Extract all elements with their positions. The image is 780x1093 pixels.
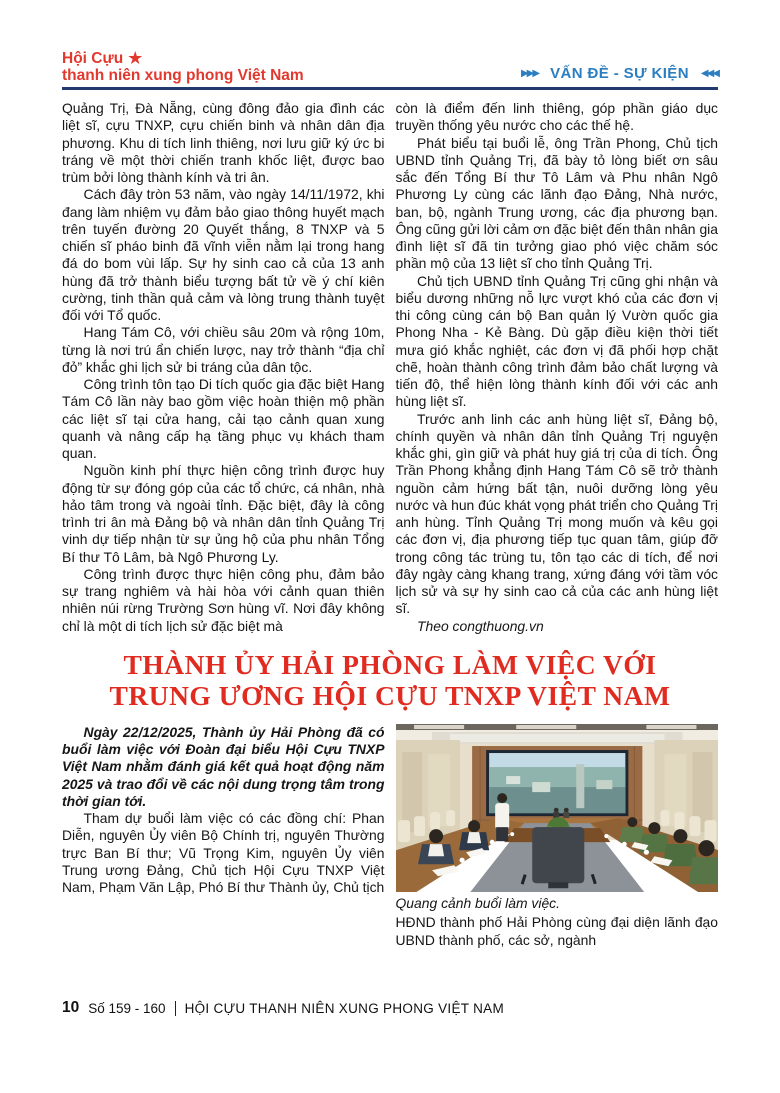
masthead: [62, 50, 718, 84]
paragraph: còn là điểm đến linh thiêng, góp phần giáo dục truyền thống yêu nước cho các thế hệ.: [395, 100, 718, 134]
paragraph: Trước anh linh các anh hùng liệt sĩ, Đảng bộ, chính quyền và nhân dân tỉnh Quảng Trị nguyện khắc ghi, gìn giữ và phát huy giá trị của di tích. Ông Trần Phong khẳng định Hang Tám Cô sẽ trở thành nguồn cảm hứng bất tận, nuôi dưỡng lòng yêu nước và hun đúc khát vọng phát triển cho Quảng Trị anh hùng. Tỉnh Quảng Trị mong muốn và kêu gọi các đơn vị, địa phương tiếp tục quan tâm, giúp đỡ trong công tác trùng tu, tôn tạo các di tích, để nơi đây ngày càng khang trang, xứng đáng với tầm vóc lịch sử và sự hy sinh cao cả của các anh hùng liệt sĩ.: [395, 410, 718, 617]
paragraph: Phát biểu tại buổi lễ, ông Trần Phong, Chủ tịch UBND tỉnh Quảng Trị, đã bày tỏ lòng biết ơn sâu sắc đến Tổng Bí thư Tô Lâm và Phu nhân Ngô Phương Ly cùng các lãnh đạo Đảng, Nhà nước, ban, bộ, ngành Trung ương, các địa phương bạn. Ông cũng gửi lời cảm ơn đặc biệt đến thân nhân gia đình liệt sĩ đã tin tưởng giao phó việc chăm sóc phần mộ của 13 liệt sĩ cho tỉnh Quảng Trị.: [395, 134, 718, 272]
paragraph: Tham dự buổi làm việc có các đồng chí: Phan Diễn, nguyên Ủy viên Bộ Chính trị, nguyên Thường trực Ban Bí thư; Vũ Trọng Kim, nguyên Ủy viên Trung ương Đảng, Chủ tịch Hội Cựu TNXP Việt Nam, Phạm Văn Lập, Phó Bí thư Thành ủy, Chủ tịch: [62, 810, 385, 895]
page-number: 10: [62, 999, 80, 1016]
byline: Theo congthuong.vn: [417, 617, 544, 634]
headline-line-2: TRUNG ƯƠNG HỘI CỰU TNXP VIỆT NAM: [109, 679, 671, 711]
headline-line-1: THÀNH ỦY HẢI PHÒNG LÀM VIỆC VỚI: [123, 648, 657, 680]
issue-number: Số 159 - 160: [88, 1000, 166, 1016]
masthead-line2: thanh niên xung phong Việt Nam: [62, 67, 304, 84]
paragraph: Chủ tịch UBND tỉnh Quảng Trị cũng ghi nhận và biểu dương những nỗ lực vượt khó của các đơn vị thi công cùng cán bộ Ban quản lý Vườn quốc gia Phong Nha - Kẻ Bàng. Dù gặp điều kiện thời tiết mưa gió khắc nghiệt, các đơn vị đã phối hợp chặt chẽ, hoàn thành công trình đảm bảo chất lượng và tiến độ, thể hiện lòng thành kính đối với các anh hùng liệt sĩ.: [395, 272, 718, 410]
section-label-text: VẤN ĐỀ - SỰ KIỆN: [550, 65, 689, 82]
lead-paragraph-wrap: [62, 724, 385, 810]
footer-title: HỘI CỰU THANH NIÊN XUNG PHONG VIỆT NAM: [184, 1000, 505, 1016]
masthead-rule: [62, 87, 718, 90]
forward-arrows-icon: ▶▶▶: [520, 68, 539, 79]
paragraph: HĐND thành phố Hải Phòng cùng đại diện lãnh đạo UBND thành phố, các sở, ngành: [395, 914, 718, 948]
masthead-line1: Hội Cựu: [62, 50, 124, 67]
photo-caption: Quang cảnh buổi làm việc.: [395, 895, 560, 911]
masthead-logo-text: [62, 50, 304, 84]
lead-paragraph: Ngày 22/12/2025, Thành ủy Hải Phòng đã có buổi làm việc với Đoàn đại biểu Hội Cựu TNXP Việt Nam nhằm đánh giá kết quả hoạt động năm 2025 và trao đổi về các nội dung trọng tâm trong thời gian tới.: [62, 723, 385, 809]
meeting-photo: [396, 724, 719, 892]
article-2: [62, 724, 718, 949]
article-2-left-column: [62, 724, 385, 949]
article-2-headline: [62, 649, 718, 711]
article-2-right-column: [396, 724, 719, 949]
article-1-right-column: [396, 100, 719, 635]
section-label: [521, 65, 718, 84]
article-1-left-column: [62, 100, 385, 635]
paragraph: Công trình tôn tạo Di tích quốc gia đặc biệt Hang Tám Cô lần này bao gồm việc hoàn thiện mộ phần các liệt sĩ tại cửa hang, cải tạo cảnh quan xung quanh và nâng cấp hạ tầng phục vụ khách tham quan.: [62, 376, 385, 461]
footer-divider: [175, 1001, 176, 1016]
back-arrows-icon: ◀◀◀: [700, 68, 718, 79]
paragraph: Quảng Trị, Đà Nẵng, cùng đông đảo gia đình các liệt sĩ, cựu TNXP, cựu chiến binh và nhân dân địa phương. Khu di tích linh thiêng, nơi lưu giữ ký ức bi tráng về một thời chiến tranh khốc liệt, được bao trùm bởi lòng thành kính và tri ân.: [62, 100, 385, 185]
paragraph: Công trình được thực hiện công phu, đảm bảo sự trang nghiêm và hài hòa với cảnh quan thiên nhiên núi rừng Trường Sơn hùng vĩ. Nơi đây không chỉ là một di tích lịch sử đặc biệt mà: [62, 565, 385, 634]
star-icon: ★: [127, 48, 144, 68]
page-footer: [62, 999, 504, 1017]
paragraph: Hang Tám Cô, với chiều sâu 20m và rộng 10m, từng là nơi trú ẩn chiến lược, nay trở thành “địa chỉ đỏ” khắc ghi lịch sử bi tráng của dân tộc.: [62, 324, 385, 375]
paragraph: Nguồn kinh phí thực hiện công trình được huy động từ sự đóng góp của các tổ chức, cá nhân, nhà hảo tâm trong và ngoài tỉnh. Đặc biệt, đây là công trình tri ân mà Đảng bộ và nhân dân tỉnh Quảng Trị vinh dự tiếp nhận từ sự ủng hộ của phu nhân Tổng Bí thư Tô Lâm, bà Ngô Phương Ly.: [62, 462, 385, 565]
article-1: [62, 100, 718, 635]
paragraph: Cách đây tròn 53 năm, vào ngày 14/11/1972, khi đang làm nhiệm vụ đảm bảo giao thông huyết mạch trên tuyến đường 20 Quyết thắng, 8 TNXP và 5 chiến sĩ pháo binh đã vĩnh viễn nằm lại trong hang đá do bom vùi lấp. Sự hy sinh cao cả của 13 anh hùng đã trở thành biểu tượng bất tử về ý chí kiên cường, tinh thần quả cảm và lòng trung thành tuyệt đối với Tổ quốc.: [62, 186, 385, 323]
